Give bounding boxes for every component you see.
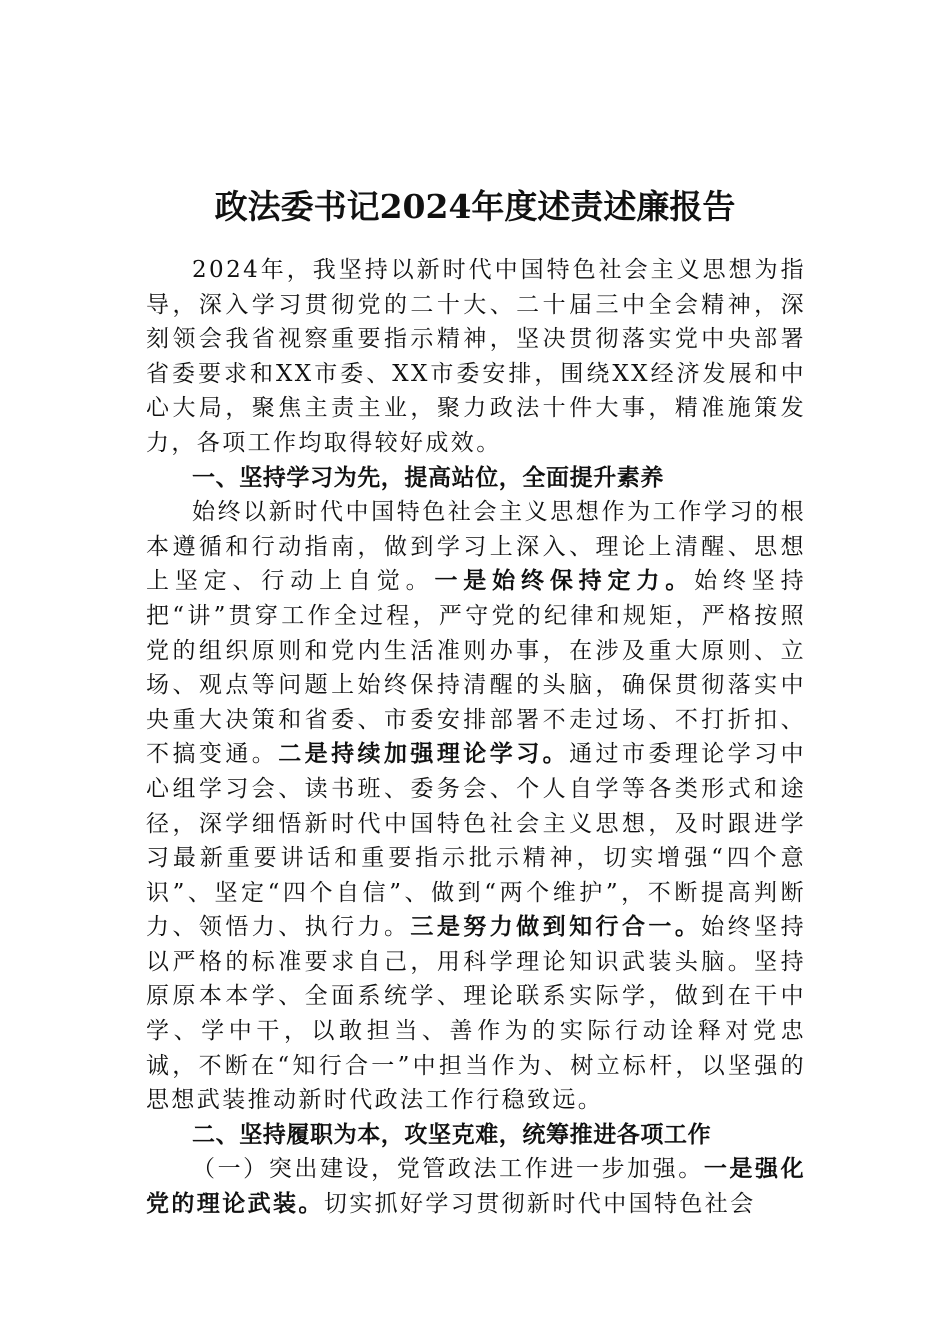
section-1-point-1: 一是始终保持定力。 xyxy=(434,567,695,595)
document-body xyxy=(146,253,806,1222)
section-1-text-4: 始终坚持以严格的标准要求自己，用科学理论知识武装头脑。坚持原原本本学、全面系统学、理论联系实际学，做到在干中学、学中干，以敢担当、善作为的实际行动诠释对党忠诚，不断在“知行合一”中担当作为、树立标杆，以坚强的思想武装推动新时代政法工作行稳致远。 xyxy=(146,914,807,1114)
intro-paragraph: 2024年，我坚持以新时代中国特色社会主义思想为指导，深入学习贯彻党的二十大、二十届三中全会精神，深刻领会我省视察重要指示精神，坚决贯彻落实党中央部署省委要求和XX市委、XX市委安排，围绕XX经济发展和中心大局，聚焦主责主业，聚力政法十件大事，精准施策发力，各项工作均取得较好成效。 xyxy=(146,257,806,456)
section-1-text-2: 始终坚持把“讲”贯穿工作全过程，严守党的纪律和规矩，严格按照党的组织原则和党内生活准则办事，在涉及重大原则、立场、观点等问题上始终保持清醒的头脑，确保贯彻落实中央重大决策和省委、市委安排部署不走过场、不打折扣、不搞变通。 xyxy=(146,568,806,768)
section-1-paragraph xyxy=(146,495,806,1118)
document-title: 政法委书记2024年度述责述廉报告 xyxy=(214,187,736,227)
section-1-point-2: 二是持续加强理论学习。 xyxy=(278,740,570,768)
section-2-heading: 二、坚持履职为本，攻坚克难，统筹推进各项工作 xyxy=(192,1120,712,1148)
section-1-text-3: 通过市委理论学习中心组学习会、读书班、委务会、个人自学等各类形式和途径，深学细悟新时代中国特色社会主义思想，及时跟进学习最新重要讲话和重要指示批示精神，切实增强“四个意识”、坚定“四个自信”、做到“两个维护”，不断提高判断力、领悟力、执行力。 xyxy=(146,741,807,941)
section-2-text-2: 切实抓好学习贯彻新时代中国特色社会 xyxy=(323,1191,756,1218)
section-1-text-1: 始终以新时代中国特色社会主义思想作为工作学习的根本遵循和行动指南，做到学习上深入、理论上清醒、思想上坚定、行动上自觉。 xyxy=(146,499,806,595)
section-2-paragraph xyxy=(146,1152,806,1221)
section-2-point-1: 一是强化党的理论武装。 xyxy=(146,1155,807,1218)
section-1-point-3: 三是努力做到知行合一。 xyxy=(410,913,702,941)
section-2-text-1: （一）突出建设，党管政法工作进一步加强。 xyxy=(192,1156,704,1183)
section-1-heading: 一、坚持学习为先，提高站位，全面提升素养 xyxy=(192,463,664,491)
